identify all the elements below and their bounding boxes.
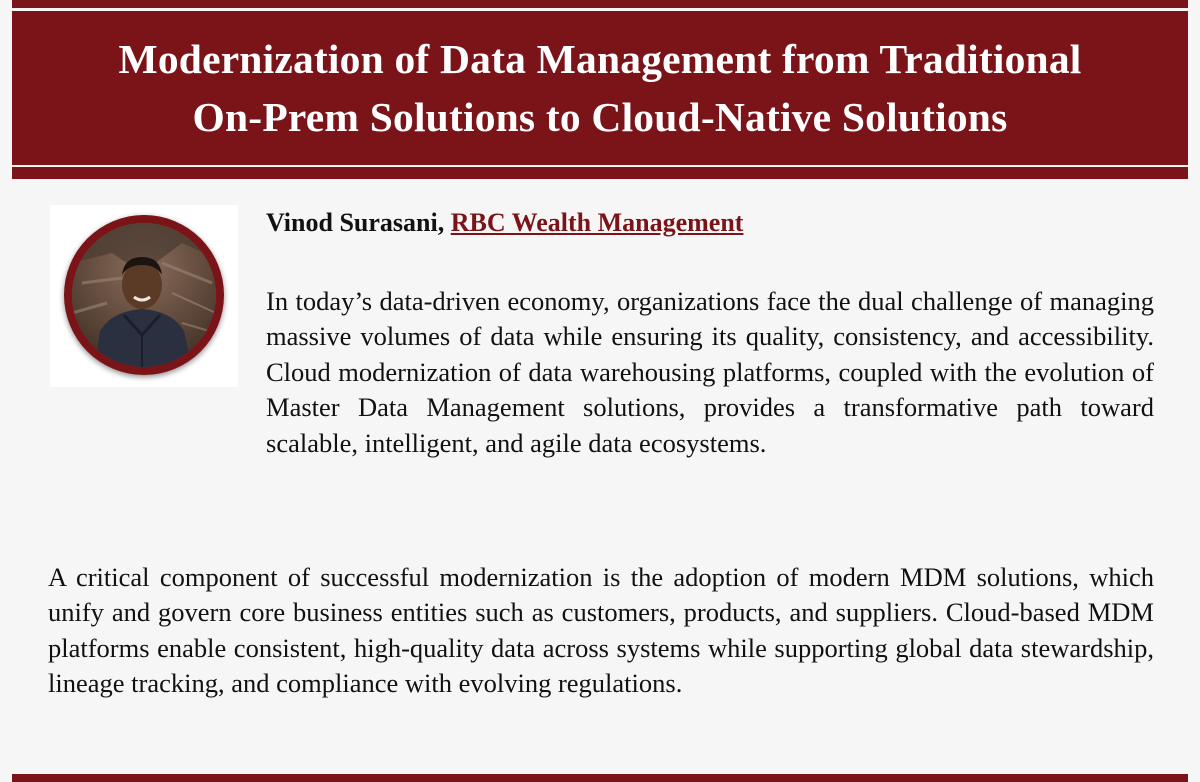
top-rule [12,0,1188,8]
title-line-1: Modernization of Data Management from Traditional [118,36,1082,82]
title-line-2: On-Prem Solutions to Cloud-Native Solutions [192,94,1008,140]
article-body [12,179,1188,774]
author-name: Vinod Surasani, [266,208,445,237]
paragraph-1: In today’s data-driven economy, organizations face the dual challenge of managing massive volumes of data while ensuring its quality, consistency, and accessibility. Cloud modernization of data warehousing platforms, coupled with the evolution of Master Data Management solutions, provides a transformative path toward scalable, intelligent, and agile data ecosystems. [266,286,1154,458]
article-title [118,30,1081,146]
title-banner [12,11,1188,165]
paragraph-2: A critical component of successful modernization is the adoption of modern MDM solutions, which unify and govern core business entities such as customers, products, and suppliers. Cloud-based MDM platforms enable consistent, high-quality data across systems while supporting global data stewardship, lineage tracking, and compliance with evolving regulations. [48,562,1154,699]
author-organization-link[interactable]: RBC Wealth Management [450,208,744,237]
banner-divider [12,167,1188,179]
bottom-rule [12,774,1188,782]
author-line [266,206,743,240]
